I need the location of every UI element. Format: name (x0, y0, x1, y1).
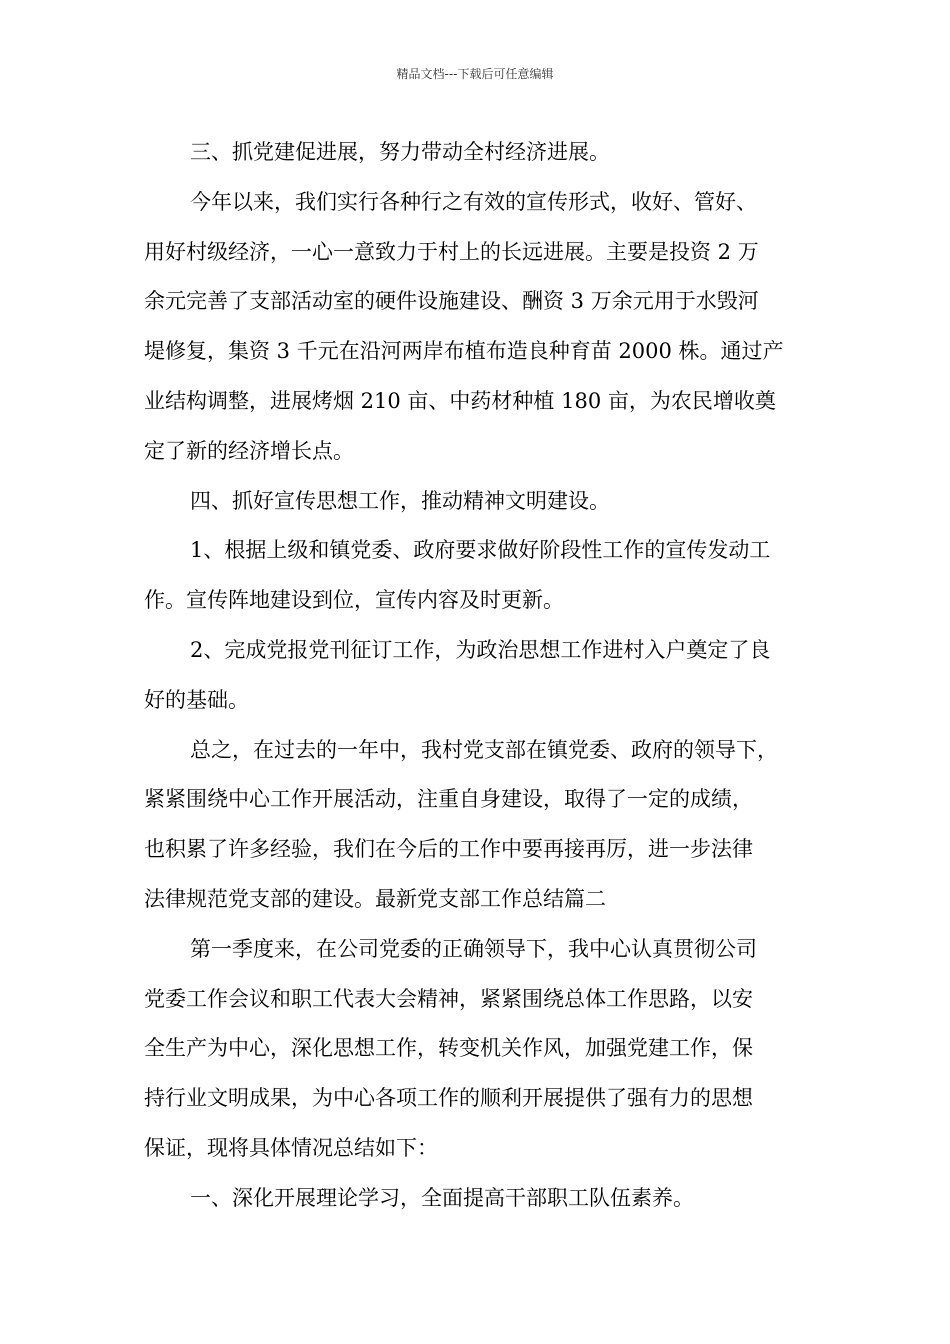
text-line: 持行业文明成果，为中心各项工作的顺利开展提供了强有力的思想 (144, 1086, 753, 1111)
text-line: 紧紧围绕中心工作开展活动，注重自身建设，取得了一定的成绩， (144, 787, 753, 812)
text-line: 保证，现将具体情况总结如下： (144, 1135, 438, 1160)
text-line: 一、深化开展理论学习，全面提高干部职工队伍素养。 (190, 1185, 694, 1210)
text-line: 业结构调整，进展烤烟 210 亩、中药材种植 180 亩，为农民增收奠 (144, 388, 776, 413)
text-line: 党委工作会议和职工代表大会精神，紧紧围绕总体工作思路，以安 (144, 986, 753, 1011)
text-line: 用好村级经济，一心一意致力于村上的长远进展。主要是投资 2 万 (144, 239, 759, 264)
text-line: 1、根据上级和镇党委、政府要求做好阶段性工作的宣传发动工 (190, 538, 771, 563)
text-line: 定了新的经济增长点。 (144, 438, 354, 463)
text-line: 堤修复，集资 3 千元在沿河两岸布植布造良种育苗 2000 株。通过产 (144, 339, 784, 364)
text-line: 今年以来，我们实行各种行之有效的宣传形式，收好、管好、 (190, 189, 757, 214)
text-line: 全生产为中心，深化思想工作，转变机关作风，加强党建工作，保 (144, 1036, 753, 1061)
text-line: 好的基础。 (144, 687, 249, 712)
text-line: 余元完善了支部活动室的硬件设施建设、酬资 3 万余元用于水毁河 (144, 289, 759, 314)
text-line: 法律规范党支部的建设。最新党支部工作总结篇二 (144, 886, 606, 911)
text-line: 三、抓党建促进展，努力带动全村经济进展。 (190, 140, 610, 164)
text-line: 总之，在过去的一年中，我村党支部在镇党委、政府的领导下， (190, 737, 778, 762)
text-line: 四、抓好宣传思想工作，推动精神文明建设。 (190, 488, 610, 513)
document-body (144, 128, 834, 1224)
page-header: 精品文档---下载后可任意编辑 (396, 67, 554, 81)
text-line: 也积累了许多经验，我们在今后的工作中要再接再厉，进一步法律 (144, 837, 753, 862)
text-line: 作。宣传阵地建设到位，宣传内容及时更新。 (144, 588, 564, 613)
text-line: 2、完成党报党刊征订工作，为政治思想工作进村入户奠定了良 (190, 637, 771, 662)
text-line: 第一季度来，在公司党委的正确领导下，我中心认真贯彻公司 (190, 936, 757, 961)
